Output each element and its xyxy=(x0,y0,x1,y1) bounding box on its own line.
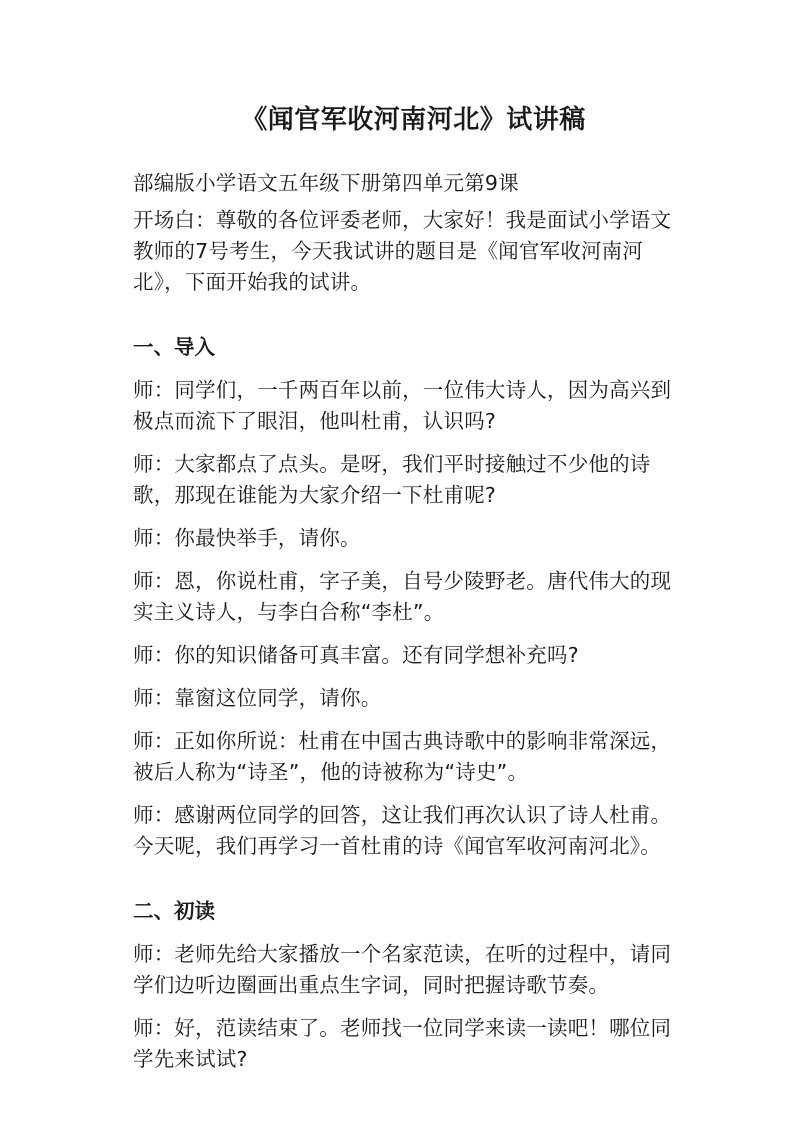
dialogue-paragraph: 师：大家都点了点头。是呀，我们平时接触过不少他的诗歌，那现在谁能为大家介绍一下杜甫呢? xyxy=(133,451,651,507)
opening-paragraph: 开场白：尊敬的各位评委老师，大家好！我是面试小学语文教师的7号考生，今天我试讲的题目是《闻官军收河南河北》，下面开始我的试讲。 xyxy=(133,207,672,294)
dialogue-paragraph: 师：靠窗这位同学，请你。 xyxy=(133,685,382,710)
dialogue-paragraph: 师：你最快举手，请你。 xyxy=(133,525,361,550)
section-heading: 二、初读 xyxy=(133,898,215,923)
dialogue-paragraph: 师：同学们，一千两百年以前，一位伟大诗人，因为高兴到极点而流下了眼泪，他叫杜甫，认识吗? xyxy=(133,377,672,433)
dialogue-paragraph: 师：感谢两位同学的回答，这让我们再次认识了诗人杜甫。今天呢，我们再学习一首杜甫的诗《闻官军收河南河北》。 xyxy=(133,802,672,858)
dialogue-paragraph: 师：老师先给大家播放一个名家范读，在听的过程中，请同学们边听边圈画出重点生字词，同时把握诗歌节奏。 xyxy=(133,941,672,997)
section-first-reading xyxy=(133,896,684,1075)
dialogue-paragraph: 师：你的知识储备可真丰富。还有同学想补充吗? xyxy=(133,642,579,667)
dialogue-paragraph: 师：好，范读结束了。老师找一位同学来读一读吧！哪位同学先来试试? xyxy=(133,1015,672,1071)
document-title: 《闻官军收河南河北》试讲稿 xyxy=(241,105,586,135)
section-introduction xyxy=(133,332,684,862)
lesson-subtitle: 部编版小学语文五年级下册第四单元第9课 xyxy=(133,170,519,195)
dialogue-paragraph: 师：恩，你说杜甫，字子美，自号少陵野老。唐代伟大的现实主义诗人，与李白合称“李杜”。 xyxy=(133,568,672,624)
section-heading: 一、导入 xyxy=(133,334,215,359)
dialogue-paragraph: 师：正如你所说：杜甫在中国古典诗歌中的影响非常深远，被后人称为“诗圣”，他的诗被称为“诗史”。 xyxy=(133,728,672,784)
